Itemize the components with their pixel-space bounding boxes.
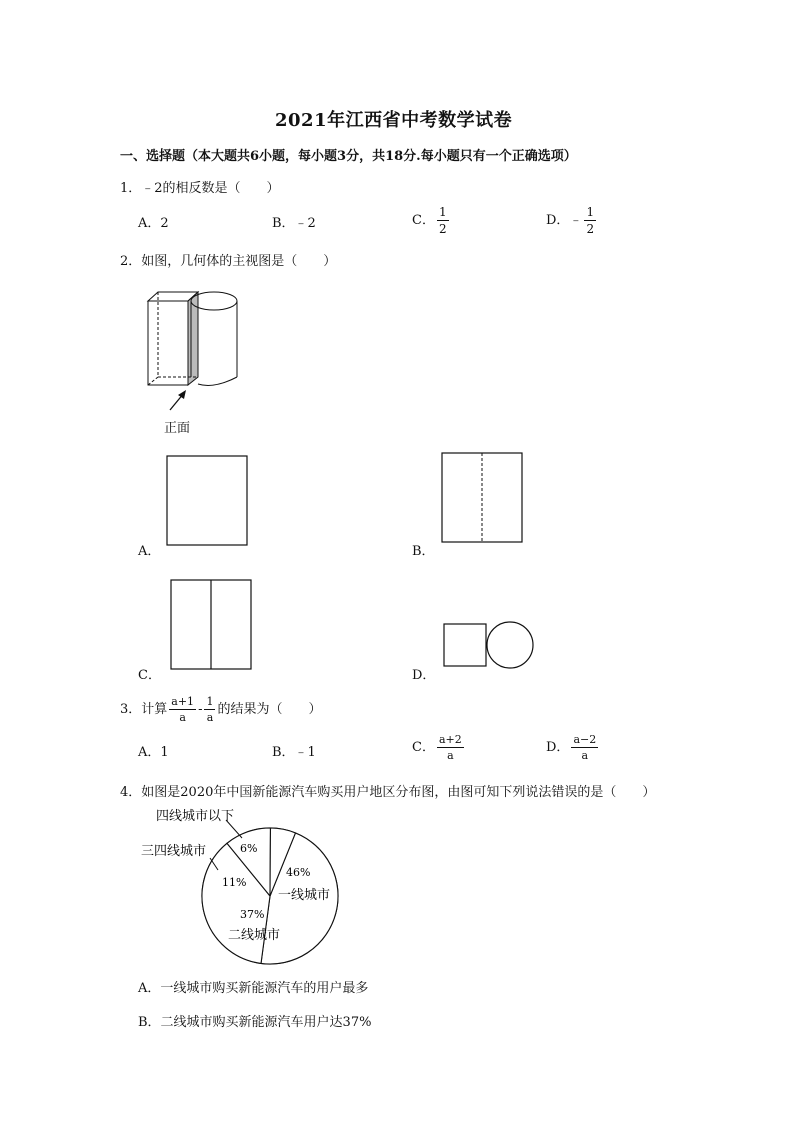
- q3-option-c-label: C．: [412, 740, 435, 755]
- fraction-denominator: a: [179, 711, 186, 724]
- prism-front-face: [148, 301, 188, 385]
- q1-option-d-label: D．﹣: [546, 213, 583, 228]
- q2-option-b-label[interactable]: B．: [412, 544, 435, 559]
- slice-value-37: 37%: [240, 908, 265, 921]
- q1-option-a[interactable]: A．2: [138, 216, 169, 231]
- q2-option-c-label[interactable]: C．: [138, 668, 161, 683]
- q3-option-c[interactable]: [412, 734, 466, 761]
- geometry-solid-figure: [140, 285, 250, 435]
- q1-option-c-label: C．: [412, 213, 435, 228]
- question-1-stem: 1．﹣2的相反数是（ ）: [120, 181, 280, 196]
- slice-label-tier4: 四线城市以下: [156, 809, 235, 824]
- q3-option-c-fraction: [437, 734, 464, 761]
- fraction-numerator: 1: [206, 695, 214, 708]
- fraction-numerator: a+1: [171, 695, 195, 708]
- cylinder-bottom: [198, 377, 237, 385]
- front-view-label: 正面: [164, 421, 191, 436]
- square-shape: [167, 456, 247, 545]
- question-3-stem: [120, 696, 321, 723]
- question-4-stem: 4．如图是2020年中国新能源汽车购买用户地区分布图，由图可知下列说法错误的是（ ）: [120, 785, 656, 800]
- q4-option-a[interactable]: A．一线城市购买新能源汽车的用户最多: [138, 981, 369, 996]
- q2-option-a-figure[interactable]: [166, 455, 250, 548]
- slice-label-tier1: 一线城市: [278, 888, 331, 903]
- pie-chart: [130, 800, 350, 970]
- q1-option-b[interactable]: B．﹣2: [272, 216, 316, 231]
- q1-option-c[interactable]: [412, 206, 451, 235]
- q2-option-c-figure[interactable]: [170, 579, 254, 672]
- q3-fraction-1: [169, 696, 196, 723]
- arrow-head: [178, 390, 186, 399]
- shaded-face: [188, 292, 198, 385]
- page-title: 2021年江西省中考数学试卷: [275, 110, 513, 131]
- q2-option-b-figure[interactable]: [441, 452, 525, 545]
- q2-option-d-figure[interactable]: [443, 620, 537, 672]
- q3-fraction-2: [204, 696, 215, 723]
- section-heading: 一、选择题（本大题共6小题，每小题3分，共18分.每小题只有一个正确选项）: [120, 149, 577, 164]
- minus-sign: -: [198, 702, 203, 717]
- q3-option-d-fraction: [571, 734, 598, 761]
- fraction-denominator: 2: [586, 222, 595, 236]
- fraction-denominator: a: [206, 711, 214, 724]
- q3-option-b[interactable]: B．﹣1: [272, 745, 316, 760]
- q1-option-d[interactable]: [546, 206, 598, 235]
- q1-option-c-fraction: [437, 206, 449, 235]
- slice-value-46: 46%: [286, 866, 311, 879]
- q2-option-d-label[interactable]: D．: [412, 668, 436, 683]
- slice-label-tier2: 二线城市: [228, 928, 281, 943]
- fraction-numerator: 1: [438, 205, 447, 219]
- q4-option-b[interactable]: B．二线城市购买新能源汽车用户达37%: [138, 1015, 372, 1030]
- q3-option-d[interactable]: [546, 734, 600, 761]
- slice-label-tier3: 三四线城市: [141, 844, 207, 859]
- slice-value-11: 11%: [222, 876, 247, 889]
- q3-suffix: 的结果为（ ）: [217, 702, 322, 717]
- fraction-denominator: 2: [438, 222, 447, 236]
- square-shape: [444, 624, 486, 666]
- fraction-denominator: a: [581, 749, 589, 762]
- circle-shape: [487, 622, 533, 668]
- slice-value-6: 6%: [240, 842, 258, 855]
- hidden-edge: [148, 377, 158, 385]
- q3-option-d-label: D．: [546, 740, 570, 755]
- q3-option-a[interactable]: A．1: [138, 745, 169, 760]
- q3-prefix: 3．计算: [120, 702, 168, 717]
- q2-option-a-label[interactable]: A．: [138, 544, 161, 559]
- fraction-denominator: a: [447, 749, 454, 762]
- q1-option-d-fraction: [584, 206, 596, 235]
- fraction-numerator: a−2: [573, 733, 597, 746]
- fraction-numerator: a+2: [438, 733, 462, 746]
- fraction-numerator: 1: [586, 205, 595, 219]
- question-2-stem: 2．如图，几何体的主视图是（ ）: [120, 254, 337, 269]
